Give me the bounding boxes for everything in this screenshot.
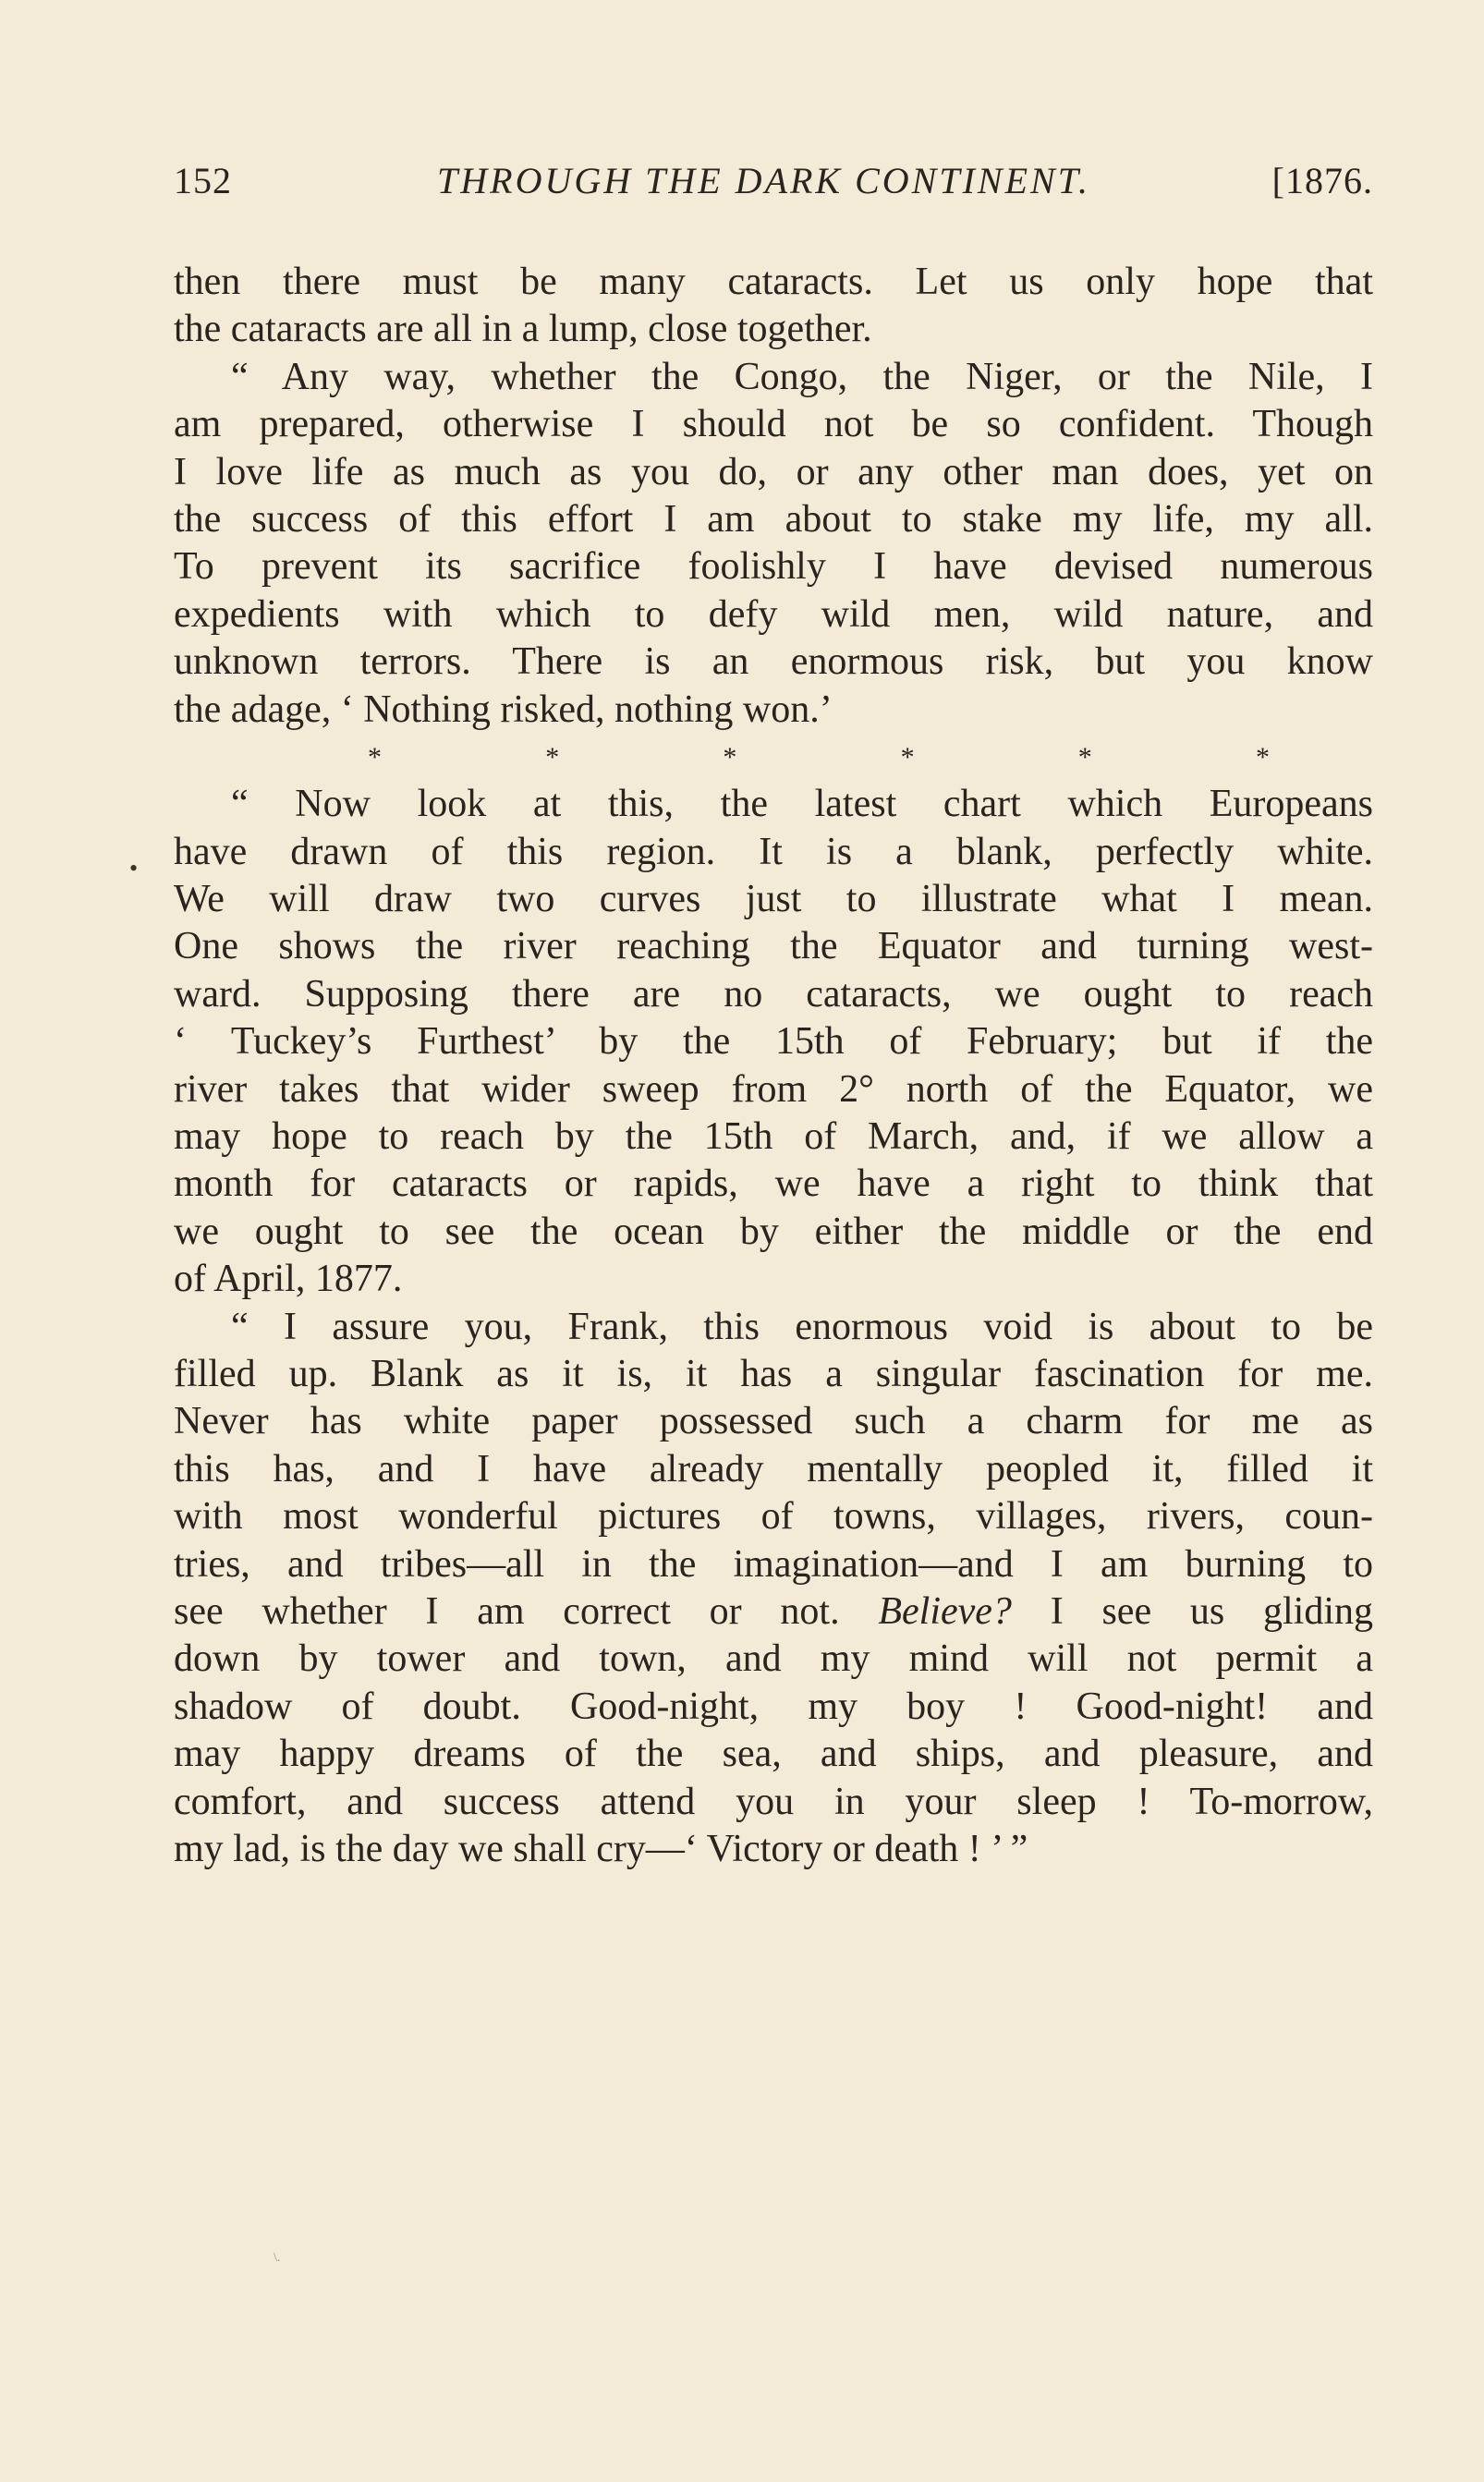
- text-line: “ Any way, whether the Congo, the Niger, or the Nile, I: [231, 355, 1373, 398]
- text-line: ward. Supposing there are no cataracts, we ought to reach: [174, 972, 1373, 1016]
- text-line: am prepared, otherwise I should not be so confident. Though: [174, 403, 1373, 446]
- text-line: ‘ Tuckey’s Furthest’ by the 15th of February; but if the: [174, 1020, 1373, 1064]
- text-line: tries, and tribes—all in the imagination—and I am burning to: [174, 1542, 1373, 1586]
- text-line: filled up. Blank as it is, it has a singular fascination for me.: [174, 1352, 1373, 1395]
- asterisk: *: [1077, 741, 1092, 773]
- running-year: [1876.: [1271, 160, 1373, 201]
- asterisk: *: [1255, 741, 1270, 773]
- text-line: we ought to see the ocean by either the middle or the end: [174, 1210, 1373, 1253]
- text-line: the success of this effort I am about to stake my life, my all.: [174, 497, 1373, 541]
- asterism-separator: [174, 734, 1373, 781]
- text-line: “ Now look at this, the latest chart which Europeans: [231, 783, 1373, 826]
- text-line: To prevent its sacrifice foolishly I have devised numerous: [174, 545, 1373, 589]
- asterisk: *: [723, 741, 737, 773]
- paragraph-block-2: [174, 781, 1373, 1588]
- text-line: expedients with which to defy wild men, wild nature, and: [174, 592, 1373, 636]
- text-line: this has, and I have already mentally peopled it, filled it: [174, 1447, 1373, 1490]
- text-line: my lad, is the day we shall cry—‘ Victory or death ! ’ ”: [174, 1827, 1028, 1870]
- text-line: have drawn of this region. It is a blank, perfectly white.: [174, 830, 1373, 873]
- text-line: the adage, ‘ Nothing risked, nothing won.’: [174, 687, 833, 731]
- paragraph-block-1: [174, 259, 1373, 734]
- text-line: Never has white paper possessed such a charm for me as: [174, 1400, 1373, 1443]
- page-speck: \.: [274, 2251, 281, 2265]
- text-line: shadow of doubt. Good-night, my boy ! Good-night! and: [174, 1685, 1373, 1728]
- running-title: THROUGH THE DARK CONTINENT.: [437, 160, 1090, 201]
- asterisk: *: [545, 741, 560, 773]
- text-line: One shows the river reaching the Equator and turning west-: [174, 925, 1373, 968]
- italic-word: Believe?: [878, 1589, 1012, 1633]
- asterisk: *: [900, 741, 915, 773]
- text-line: I love life as much as you do, or any other man does, yet on: [174, 450, 1373, 493]
- running-head: [174, 159, 1373, 214]
- text-line: with most wonderful pictures of towns, villages, rivers, coun-: [174, 1495, 1373, 1539]
- text-line: “ I assure you, Frank, this enormous void is about to be: [231, 1305, 1373, 1348]
- body-text: [174, 259, 1373, 1873]
- text-line: then there must be many cataracts. Let us only hope that: [174, 261, 1373, 303]
- paragraph-block-3: [174, 1636, 1373, 1873]
- text-line: may hope to reach by the 15th of March, and, if we allow a: [174, 1115, 1373, 1159]
- page-number: 152: [174, 160, 232, 201]
- margin-mark: •: [129, 855, 139, 882]
- text-line: of April, 1877.: [174, 1258, 403, 1301]
- text-line: unknown terrors. There is an enormous risk, but you know: [174, 640, 1373, 684]
- text-line: We will draw two curves just to illustrate what I mean.: [174, 878, 1373, 921]
- text-line: may happy dreams of the sea, and ships, and pleasure, and: [174, 1733, 1373, 1776]
- text-line: month for cataracts or rapids, we have a right to think that: [174, 1162, 1373, 1206]
- text-line-italic: see whether I am correct or not. Believe? I see us gliding: [174, 1589, 1373, 1633]
- text-line: the cataracts are all in a lump, close together.: [174, 308, 872, 351]
- text-line: comfort, and success attend you in your sleep ! To-morrow,: [174, 1780, 1373, 1823]
- text-line: river takes that wider sweep from 2° north of the Equator, we: [174, 1067, 1373, 1111]
- asterisk: *: [368, 741, 382, 773]
- text-line: down by tower and town, and my mind will not permit a: [174, 1637, 1373, 1681]
